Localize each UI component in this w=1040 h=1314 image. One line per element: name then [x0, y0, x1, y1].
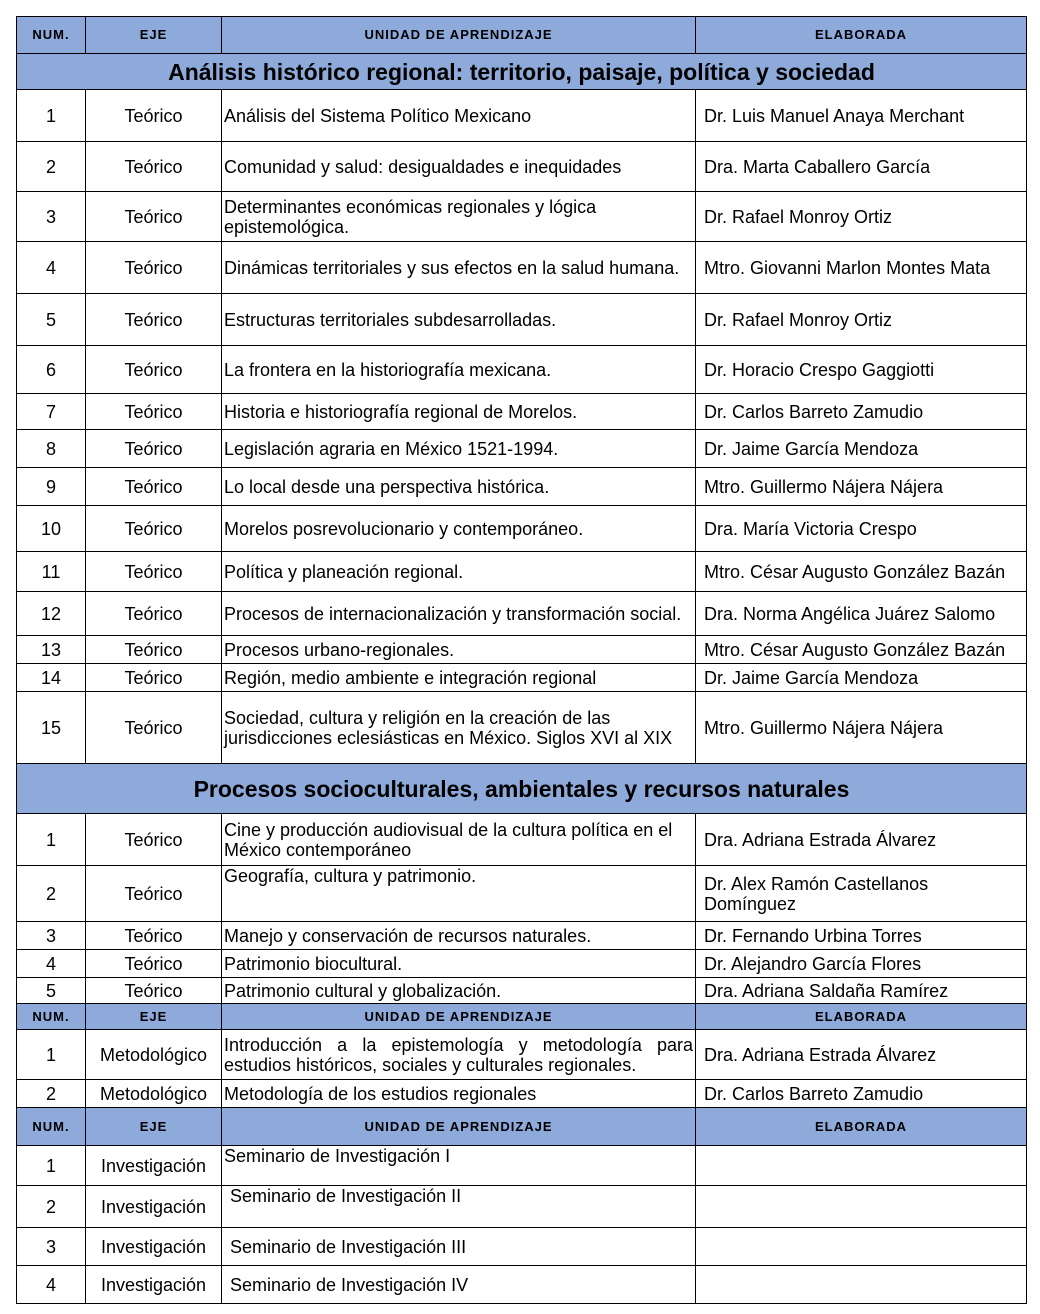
row-num: 3 [17, 1228, 86, 1266]
row-num: 5 [17, 978, 86, 1004]
row-eje: Teórico [86, 978, 222, 1004]
row-elaborada: Dr. Horacio Crespo Gaggiotti [696, 346, 1027, 394]
row-num: 1 [17, 1146, 86, 1186]
row-elaborada: Dr. Alex Ramón Castellanos Domínguez [696, 866, 1027, 922]
row-elaborada: Dra. Adriana Estrada Álvarez [696, 1030, 1027, 1080]
row-unidad: La frontera en la historiografía mexicana. [222, 346, 696, 394]
row-elaborada: Mtro. César Augusto González Bazán [696, 552, 1027, 592]
row-unidad: Seminario de Investigación III [222, 1228, 696, 1266]
row-eje: Teórico [86, 552, 222, 592]
row-eje: Teórico [86, 592, 222, 636]
row-unidad: Región, medio ambiente e integración regional [222, 664, 696, 692]
table-row [17, 1266, 1027, 1304]
table-row [17, 592, 1027, 636]
table-row [17, 1228, 1027, 1266]
table-row [17, 192, 1027, 242]
row-unidad: Comunidad y salud: desigualdades e inequidades [222, 142, 696, 192]
section-title-row [17, 764, 1027, 814]
table-row [17, 978, 1027, 1004]
row-num: 9 [17, 468, 86, 506]
column-header-row [17, 1004, 1027, 1030]
row-elaborada: Dr. Alejandro García Flores [696, 950, 1027, 978]
row-eje: Teórico [86, 664, 222, 692]
header-num: NUM. [17, 1108, 86, 1146]
table-row [17, 294, 1027, 346]
row-elaborada: Dra. Marta Caballero García [696, 142, 1027, 192]
row-num: 4 [17, 1266, 86, 1304]
row-elaborada: Dr. Rafael Monroy Ortiz [696, 294, 1027, 346]
row-eje: Investigación [86, 1186, 222, 1228]
table-row [17, 1146, 1027, 1186]
row-elaborada: Dr. Luis Manuel Anaya Merchant [696, 90, 1027, 142]
row-unidad: Historia e historiografía regional de Morelos. [222, 394, 696, 430]
row-unidad: Estructuras territoriales subdesarrolladas. [222, 294, 696, 346]
row-unidad: Geografía, cultura y patrimonio. [222, 866, 696, 922]
row-unidad: Lo local desde una perspectiva histórica. [222, 468, 696, 506]
row-elaborada: Dr. Rafael Monroy Ortiz [696, 192, 1027, 242]
row-unidad: Sociedad, cultura y religión en la creación de las jurisdicciones eclesiásticas en México. Siglos XVI al XIX [222, 692, 696, 764]
row-num: 11 [17, 552, 86, 592]
column-header-row [17, 17, 1027, 54]
row-num: 12 [17, 592, 86, 636]
table-row [17, 950, 1027, 978]
row-eje: Teórico [86, 430, 222, 468]
row-eje: Teórico [86, 866, 222, 922]
row-elaborada: Dr. Fernando Urbina Torres [696, 922, 1027, 950]
row-elaborada: Dra. María Victoria Crespo [696, 506, 1027, 552]
row-eje: Teórico [86, 950, 222, 978]
row-num: 10 [17, 506, 86, 552]
row-elaborada [696, 1228, 1027, 1266]
row-num: 3 [17, 922, 86, 950]
row-elaborada: Dr. Jaime García Mendoza [696, 664, 1027, 692]
curriculum-table-body [17, 17, 1027, 1304]
header-unidad: UNIDAD DE APRENDIZAJE [222, 1004, 696, 1030]
column-header-row [17, 1108, 1027, 1146]
table-row [17, 394, 1027, 430]
row-unidad: Manejo y conservación de recursos naturales. [222, 922, 696, 950]
row-unidad: Cine y producción audiovisual de la cultura política en el México contemporáneo [222, 814, 696, 866]
table-row [17, 242, 1027, 294]
row-unidad: Procesos urbano-regionales. [222, 636, 696, 664]
row-num: 14 [17, 664, 86, 692]
row-num: 2 [17, 1186, 86, 1228]
row-num: 6 [17, 346, 86, 394]
row-num: 15 [17, 692, 86, 764]
row-eje: Teórico [86, 192, 222, 242]
row-unidad: Introducción a la epistemología y metodología para estudios históricos, sociales y culturales regionales. [222, 1030, 696, 1080]
row-eje: Teórico [86, 692, 222, 764]
row-eje: Teórico [86, 294, 222, 346]
row-eje: Teórico [86, 636, 222, 664]
table-row [17, 430, 1027, 468]
header-elaborada: ELABORADA [696, 17, 1027, 54]
header-unidad: UNIDAD DE APRENDIZAJE [222, 1108, 696, 1146]
header-num: NUM. [17, 17, 86, 54]
row-unidad: Patrimonio cultural y globalización. [222, 978, 696, 1004]
row-unidad: Procesos de internacionalización y transformación social. [222, 592, 696, 636]
header-unidad: UNIDAD DE APRENDIZAJE [222, 17, 696, 54]
row-num: 4 [17, 242, 86, 294]
table-row [17, 142, 1027, 192]
row-elaborada: Dr. Jaime García Mendoza [696, 430, 1027, 468]
row-eje: Teórico [86, 506, 222, 552]
row-elaborada: Dr. Carlos Barreto Zamudio [696, 1080, 1027, 1108]
row-elaborada: Mtro. César Augusto González Bazán [696, 636, 1027, 664]
row-elaborada: Dra. Adriana Estrada Álvarez [696, 814, 1027, 866]
row-unidad: Análisis del Sistema Político Mexicano [222, 90, 696, 142]
row-num: 4 [17, 950, 86, 978]
row-elaborada [696, 1186, 1027, 1228]
row-elaborada [696, 1146, 1027, 1186]
row-unidad: Morelos posrevolucionario y contemporáneo. [222, 506, 696, 552]
row-elaborada: Dra. Adriana Saldaña Ramírez [696, 978, 1027, 1004]
row-elaborada: Mtro. Guillermo Nájera Nájera [696, 692, 1027, 764]
section-title-row [17, 54, 1027, 90]
row-unidad: Seminario de Investigación I [222, 1146, 696, 1186]
section-title: Análisis histórico regional: territorio, paisaje, política y sociedad [17, 54, 1027, 90]
row-num: 5 [17, 294, 86, 346]
table-row [17, 866, 1027, 922]
table-row [17, 552, 1027, 592]
section-title: Procesos socioculturales, ambientales y recursos naturales [17, 764, 1027, 814]
row-elaborada: Mtro. Guillermo Nájera Nájera [696, 468, 1027, 506]
table-row [17, 1030, 1027, 1080]
row-eje: Teórico [86, 394, 222, 430]
table-row [17, 636, 1027, 664]
row-eje: Teórico [86, 90, 222, 142]
row-unidad: Metodología de los estudios regionales [222, 1080, 696, 1108]
row-eje: Teórico [86, 922, 222, 950]
row-eje: Teórico [86, 142, 222, 192]
row-unidad: Seminario de Investigación II [222, 1186, 696, 1228]
header-elaborada: ELABORADA [696, 1004, 1027, 1030]
curriculum-table [16, 16, 1027, 1304]
header-eje: EJE [86, 1004, 222, 1030]
row-eje: Teórico [86, 468, 222, 506]
header-eje: EJE [86, 17, 222, 54]
row-num: 8 [17, 430, 86, 468]
row-num: 1 [17, 814, 86, 866]
row-elaborada: Dr. Carlos Barreto Zamudio [696, 394, 1027, 430]
table-row [17, 922, 1027, 950]
row-elaborada [696, 1266, 1027, 1304]
row-eje: Investigación [86, 1266, 222, 1304]
row-eje: Metodológico [86, 1030, 222, 1080]
row-unidad: Patrimonio biocultural. [222, 950, 696, 978]
row-elaborada: Dra. Norma Angélica Juárez Salomo [696, 592, 1027, 636]
row-num: 2 [17, 866, 86, 922]
header-elaborada: ELABORADA [696, 1108, 1027, 1146]
row-eje: Investigación [86, 1146, 222, 1186]
header-num: NUM. [17, 1004, 86, 1030]
table-row [17, 664, 1027, 692]
row-num: 13 [17, 636, 86, 664]
row-unidad: Legislación agraria en México 1521-1994. [222, 430, 696, 468]
table-row [17, 692, 1027, 764]
row-eje: Teórico [86, 242, 222, 294]
table-row [17, 90, 1027, 142]
row-unidad: Dinámicas territoriales y sus efectos en la salud humana. [222, 242, 696, 294]
row-unidad: Política y planeación regional. [222, 552, 696, 592]
row-num: 1 [17, 1030, 86, 1080]
row-num: 2 [17, 1080, 86, 1108]
header-eje: EJE [86, 1108, 222, 1146]
table-row [17, 346, 1027, 394]
row-eje: Teórico [86, 346, 222, 394]
table-row [17, 814, 1027, 866]
row-unidad: Determinantes económicas regionales y lógica epistemológica. [222, 192, 696, 242]
row-elaborada: Mtro. Giovanni Marlon Montes Mata [696, 242, 1027, 294]
row-num: 7 [17, 394, 86, 430]
row-eje: Teórico [86, 814, 222, 866]
row-num: 3 [17, 192, 86, 242]
row-eje: Investigación [86, 1228, 222, 1266]
row-eje: Metodológico [86, 1080, 222, 1108]
row-num: 2 [17, 142, 86, 192]
row-num: 1 [17, 90, 86, 142]
table-row [17, 506, 1027, 552]
table-row [17, 1080, 1027, 1108]
table-row [17, 468, 1027, 506]
table-row [17, 1186, 1027, 1228]
row-unidad: Seminario de Investigación IV [222, 1266, 696, 1304]
